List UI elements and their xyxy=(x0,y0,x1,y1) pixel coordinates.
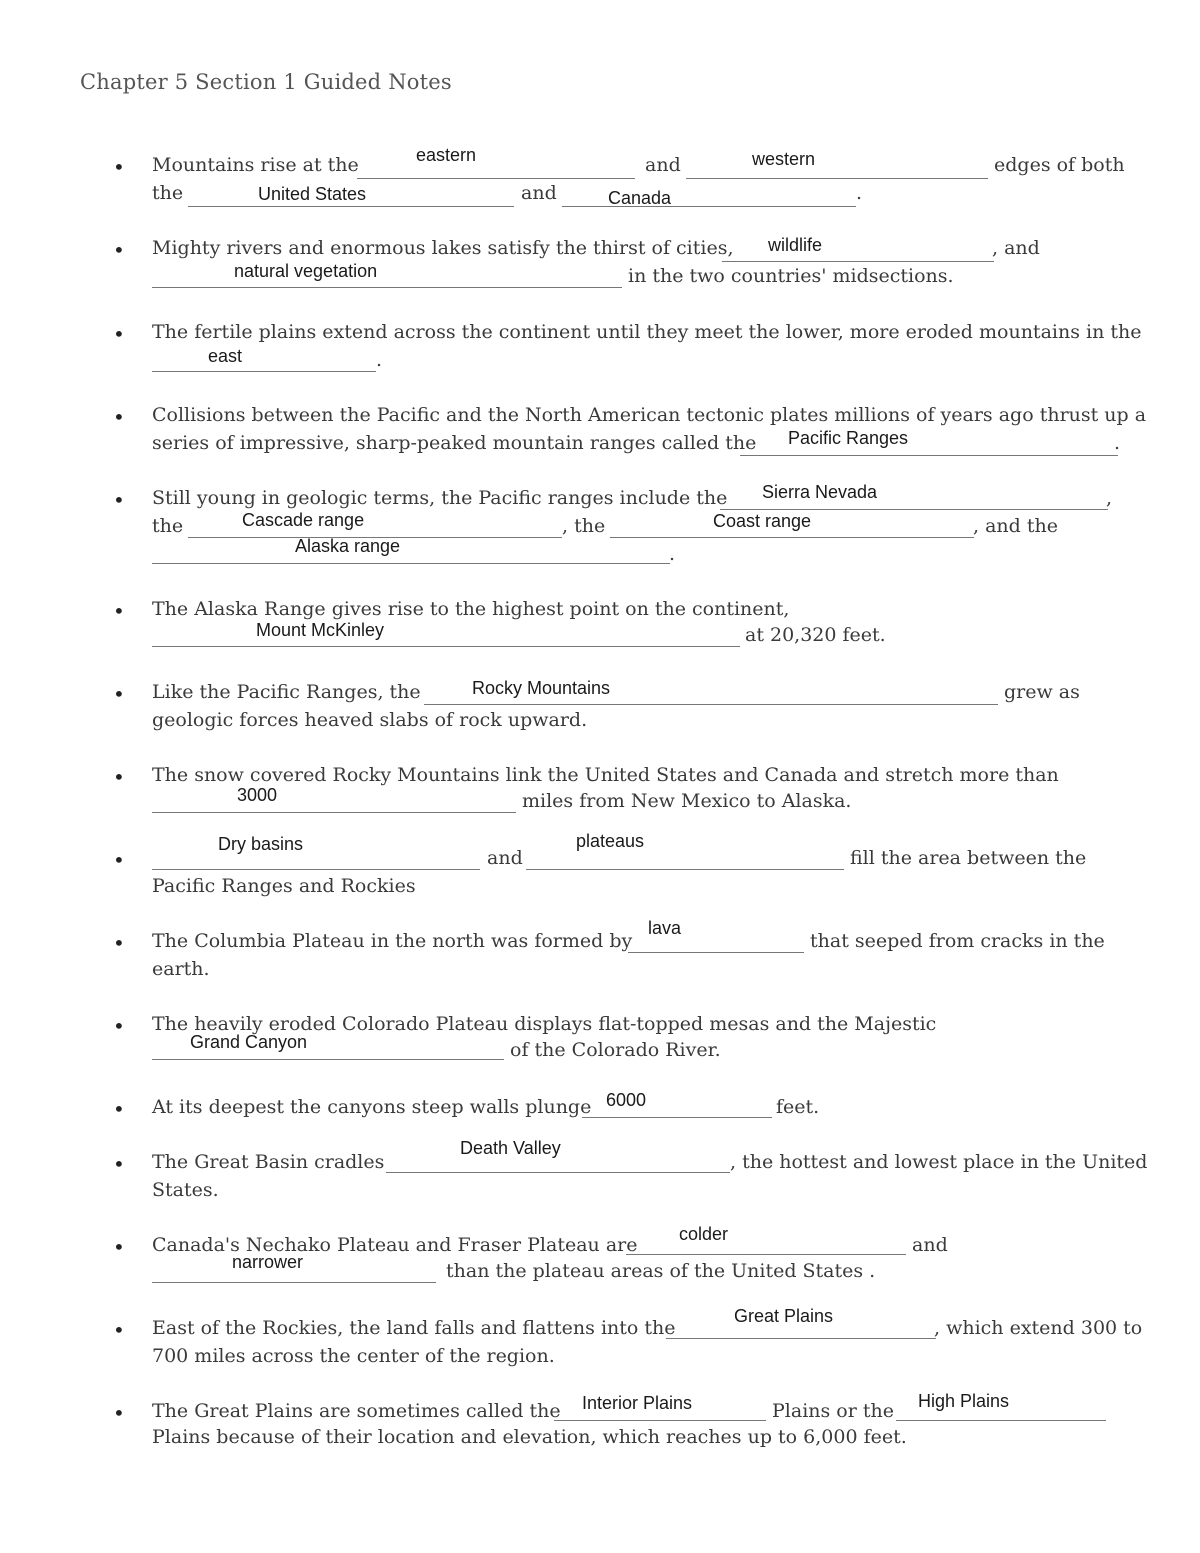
answer-14-2[interactable]: narrower xyxy=(232,1252,304,1272)
question-11 xyxy=(0,999,1200,1089)
answer-5-3[interactable]: Coast range xyxy=(713,511,812,531)
question-6 xyxy=(0,584,1200,674)
answer-blank xyxy=(666,1338,936,1339)
question-text: At its deepest the canyons steep walls plunge xyxy=(152,1096,592,1118)
question-text: Collisions between the Pacific and the North American tectonic plates millions of years ago thrust up a xyxy=(152,404,1147,426)
answer-1-2[interactable]: western xyxy=(752,149,816,169)
question-text: at 20,320 feet. xyxy=(745,624,886,646)
question-text: feet. xyxy=(776,1096,820,1118)
answer-1-1[interactable]: eastern xyxy=(416,145,477,165)
question-text: grew as xyxy=(1004,681,1080,703)
answer-blank xyxy=(686,178,988,179)
answer-blank xyxy=(722,261,994,262)
bullet-icon: • xyxy=(113,238,125,262)
bullet-icon: • xyxy=(113,322,125,346)
answer-13-1[interactable]: Death Valley xyxy=(460,1138,561,1158)
question-text: The fertile plains extend across the continent until they meet the lower, more eroded mountains in the xyxy=(152,321,1142,343)
answer-blank xyxy=(562,206,856,207)
question-text: . xyxy=(1114,432,1121,454)
answer-16-1[interactable]: Interior Plains xyxy=(582,1393,693,1413)
question-2 xyxy=(0,223,1200,313)
answer-12-1[interactable]: 6000 xyxy=(606,1090,647,1110)
answer-blank xyxy=(152,646,740,647)
question-text: and xyxy=(645,154,681,176)
answer-2-2[interactable]: natural vegetation xyxy=(234,261,378,281)
question-14 xyxy=(0,1220,1200,1310)
bullet-icon: • xyxy=(113,405,125,429)
answer-5-2[interactable]: Cascade range xyxy=(242,510,365,530)
bullet-icon: • xyxy=(113,765,125,789)
question-text: edges of both xyxy=(994,154,1125,176)
question-text: , which extend 300 to xyxy=(934,1317,1143,1339)
answer-1-3[interactable]: United States xyxy=(258,184,367,204)
question-5 xyxy=(0,473,1200,563)
question-text: The Columbia Plateau in the north was formed by xyxy=(152,930,633,952)
answer-blank xyxy=(152,812,516,813)
answer-11-1[interactable]: Grand Canyon xyxy=(190,1032,308,1052)
question-10 xyxy=(0,916,1200,1006)
question-text: Pacific Ranges and Rockies xyxy=(152,875,416,897)
bullet-icon: • xyxy=(113,682,125,706)
answer-blank xyxy=(152,371,376,372)
bullet-icon: • xyxy=(113,155,125,179)
bullet-icon: • xyxy=(113,931,125,955)
answer-14-1[interactable]: colder xyxy=(679,1224,729,1244)
answer-blank xyxy=(554,1420,766,1421)
question-text: , and xyxy=(992,237,1040,259)
question-text: . xyxy=(669,543,676,565)
answer-blank xyxy=(188,206,514,207)
answer-blank xyxy=(152,563,670,564)
question-text: Still young in geologic terms, the Pacific ranges include the xyxy=(152,487,728,509)
answer-15-1[interactable]: Great Plains xyxy=(734,1306,834,1326)
bullet-icon: • xyxy=(113,599,125,623)
answer-3-1[interactable]: east xyxy=(208,346,243,366)
question-4 xyxy=(0,390,1200,480)
question-text: geologic forces heaved slabs of rock upward. xyxy=(152,709,588,731)
bullet-icon: • xyxy=(113,1318,125,1342)
question-text: The Great Plains are sometimes called the xyxy=(152,1400,561,1422)
answer-blank xyxy=(152,287,622,288)
question-3 xyxy=(0,307,1200,397)
question-15 xyxy=(0,1303,1200,1393)
answer-blank xyxy=(628,952,804,953)
answer-4-1[interactable]: Pacific Ranges xyxy=(788,428,909,448)
question-9 xyxy=(0,833,1200,923)
answer-8-1[interactable]: 3000 xyxy=(237,785,278,805)
question-text: The Great Basin cradles xyxy=(152,1151,385,1173)
answer-9-1[interactable]: Dry basins xyxy=(218,834,304,854)
answer-blank xyxy=(720,509,1108,510)
question-text: 700 miles across the center of the region. xyxy=(152,1345,555,1367)
question-text: The heavily eroded Colorado Plateau displays flat-topped mesas and the Majestic xyxy=(152,1013,937,1035)
bullet-icon: • xyxy=(113,488,125,512)
question-text: States. xyxy=(152,1179,219,1201)
answer-10-1[interactable]: lava xyxy=(648,918,682,938)
question-text: than the plateau areas of the United States . xyxy=(446,1260,876,1282)
bullet-icon: • xyxy=(113,1097,125,1121)
question-text: , and the xyxy=(973,515,1058,537)
question-text: Plains or the xyxy=(772,1400,894,1422)
question-1 xyxy=(0,140,1200,230)
answer-blank xyxy=(152,1059,504,1060)
answer-blank xyxy=(626,1254,906,1255)
question-text: that seeped from cracks in the xyxy=(810,930,1105,952)
bullet-icon: • xyxy=(113,1235,125,1259)
answer-blank xyxy=(582,1117,772,1118)
bullet-icon: • xyxy=(113,1401,125,1425)
question-text: Plains because of their location and elevation, which reaches up to 6,000 feet. xyxy=(152,1426,907,1448)
answer-1-4[interactable]: Canada xyxy=(608,188,672,208)
answer-7-1[interactable]: Rocky Mountains xyxy=(472,678,611,698)
question-text: East of the Rockies, the land falls and flattens into the xyxy=(152,1317,676,1339)
answer-blank xyxy=(526,869,844,870)
question-text: . xyxy=(856,182,863,204)
question-16 xyxy=(0,1386,1200,1476)
question-text: . xyxy=(376,349,383,371)
question-text: the xyxy=(152,515,184,537)
question-text: earth. xyxy=(152,958,210,980)
answer-blank xyxy=(152,869,480,870)
answer-blank xyxy=(740,455,1118,456)
bullet-icon: • xyxy=(113,1152,125,1176)
question-text: series of impressive, sharp-peaked mountain ranges called the xyxy=(152,432,757,454)
question-text: and xyxy=(487,847,523,869)
bullet-icon: • xyxy=(113,1014,125,1038)
answer-blank xyxy=(357,178,635,179)
answer-6-1[interactable]: Mount McKinley xyxy=(256,620,385,640)
question-text: and xyxy=(521,182,557,204)
answer-16-2[interactable]: High Plains xyxy=(918,1391,1010,1411)
question-text: the xyxy=(152,182,184,204)
page-title: Chapter 5 Section 1 Guided Notes xyxy=(80,70,452,94)
question-text: in the two countries' midsections. xyxy=(628,265,954,287)
bullet-icon: • xyxy=(113,848,125,872)
question-text: , the xyxy=(562,515,606,537)
question-text: The Alaska Range gives rise to the highest point on the continent, xyxy=(152,598,790,620)
question-text: The snow covered Rocky Mountains link the United States and Canada and stretch more than xyxy=(152,764,1059,786)
answer-5-1[interactable]: Sierra Nevada xyxy=(762,482,878,502)
question-8 xyxy=(0,750,1200,840)
answer-blank xyxy=(386,1172,730,1173)
answer-5-4[interactable]: Alaska range xyxy=(295,536,401,556)
question-text: , the hottest and lowest place in the United xyxy=(730,1151,1148,1173)
question-text: and xyxy=(912,1234,948,1256)
answer-blank xyxy=(152,1282,436,1283)
question-text: Mighty rivers and enormous lakes satisfy the thirst of cities, xyxy=(152,237,734,259)
answer-9-2[interactable]: plateaus xyxy=(576,831,645,851)
question-7 xyxy=(0,667,1200,757)
answer-2-1[interactable]: wildlife xyxy=(768,235,823,255)
answer-blank xyxy=(424,704,998,705)
question-text: Mountains rise at the xyxy=(152,154,359,176)
question-text: , xyxy=(1106,487,1113,509)
question-text: miles from New Mexico to Alaska. xyxy=(522,790,852,812)
question-text: Like the Pacific Ranges, the xyxy=(152,681,421,703)
question-text: fill the area between the xyxy=(850,847,1087,869)
question-13 xyxy=(0,1137,1200,1227)
question-text: of the Colorado River. xyxy=(510,1039,721,1061)
answer-blank xyxy=(896,1420,1106,1421)
question-text: Canada's Nechako Plateau and Fraser Plateau are xyxy=(152,1234,638,1256)
answer-blank xyxy=(610,537,974,538)
